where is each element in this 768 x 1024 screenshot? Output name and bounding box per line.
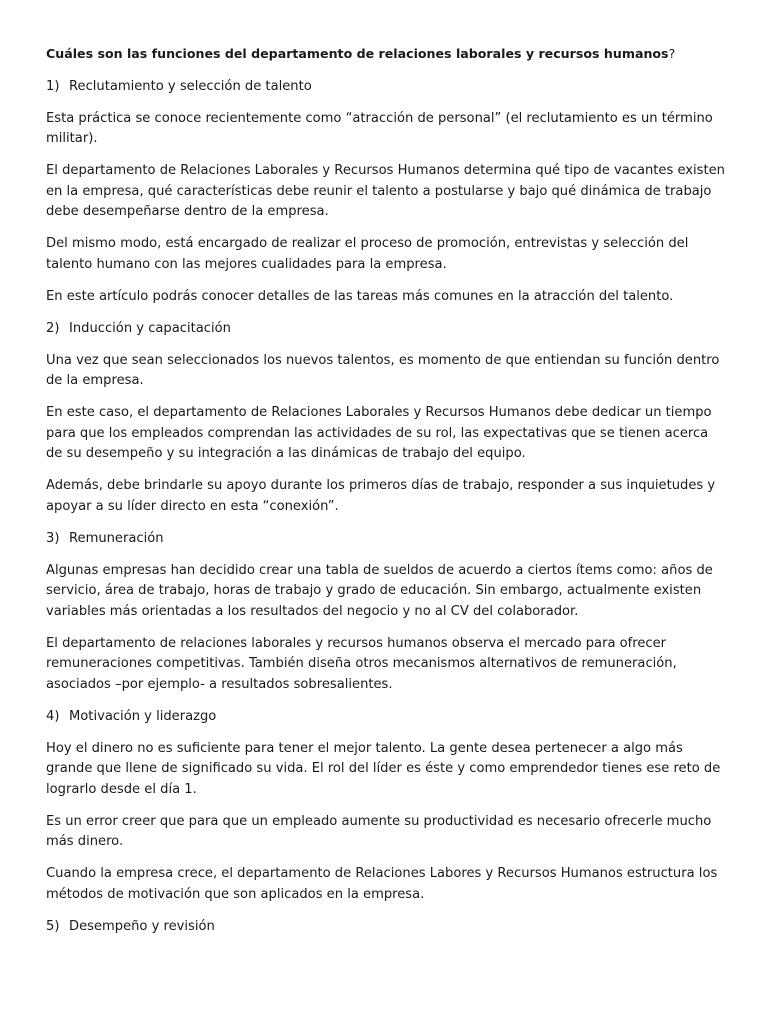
section-heading xyxy=(46,917,726,938)
section-heading xyxy=(46,707,726,728)
document-page xyxy=(46,44,726,949)
section-heading xyxy=(46,77,726,98)
body-paragraph: Además, debe brindarle su apoyo durante los primeros días de trabajo, responder a sus inquietudes y apoyar a su líder directo en esta “conexión”. xyxy=(46,478,716,514)
body-paragraph: El departamento de Relaciones Laborales y Recursos Humanos determina qué tipo de vacantes existen en la empresa, qué características debe reunir el talento a postularse y bajo qué dinámica de trabajo debe desempeñarse dentro de la empresa. xyxy=(46,163,725,219)
body-paragraph: En este caso, el departamento de Relaciones Laborales y Recursos Humanos debe dedicar un tiempo para que los empleados comprendan las actividades de su rol, las expectativas que se tienen acerca de su desempeño y su integración a las dinámicas de trabajo del equipo. xyxy=(46,405,712,461)
body-paragraph: Del mismo modo, está encargado de realizar el proceso de promoción, entrevistas y selección del talento humano con las mejores cualidades para la empresa. xyxy=(46,236,689,272)
body-paragraph: Hoy el dinero no es suficiente para tener el mejor talento. La gente desea pertenecer a algo más grande que llene de significado su vida. El rol del líder es éste y como emprendedor tienes ese reto de lograrlo desde el día 1. xyxy=(46,740,721,797)
section-heading xyxy=(46,529,726,550)
body-paragraph: Cuando la empresa crece, el departamento de Relaciones Labores y Recursos Humanos estructura los métodos de motivación que son aplicados en la empresa. xyxy=(46,866,718,902)
section-heading-text: Inducción y capacitación xyxy=(69,320,231,336)
section-heading-text: Desempeño y revisión xyxy=(69,918,215,934)
document-title xyxy=(46,44,726,65)
section-number: 5) xyxy=(46,918,60,934)
body-paragraph: Es un error creer que para que un empleado aumente su productividad es necesario ofrecerle mucho más dinero. xyxy=(46,813,712,849)
section-heading xyxy=(46,319,726,340)
body-paragraph: Una vez que sean seleccionados los nuevos talentos, es momento de que entiendan su función dentro de la empresa. xyxy=(46,352,720,388)
section-heading-text: Remuneración xyxy=(69,530,164,546)
section-number: 1) xyxy=(46,78,60,94)
body-paragraph: Algunas empresas han decidido crear una tabla de sueldos de acuerdo a ciertos ítems como: años de servicio, área de trabajo, horas de trabajo y grado de educación. Sin embargo, actualmente existen variables más orientadas a los resultados del negocio y no al CV del colaborador. xyxy=(46,562,713,619)
document-title-text: Cuáles son las funciones del departamento de relaciones laborales y recursos humanos xyxy=(46,46,669,61)
section-number: 3) xyxy=(46,530,60,546)
section-heading-text: Motivación y liderazgo xyxy=(69,708,217,724)
section-number: 4) xyxy=(46,708,60,724)
body-paragraph: En este artículo podrás conocer detalles de las tareas más comunes en la atracción del talento. xyxy=(46,288,674,304)
section-heading-text: Reclutamiento y selección de talento xyxy=(69,78,312,94)
body-paragraph: Esta práctica se conoce recientemente como “atracción de personal” (el reclutamiento es un término militar). xyxy=(46,110,713,146)
document-title-question-mark: ? xyxy=(668,46,676,61)
body-paragraph: El departamento de relaciones laborales y recursos humanos observa el mercado para ofrecer remuneraciones competitivas. También diseña otros mecanismos alternativos de remuneración, asociados –por ejemplo- a resultados sobresalientes. xyxy=(46,635,677,692)
section-number: 2) xyxy=(46,320,60,336)
